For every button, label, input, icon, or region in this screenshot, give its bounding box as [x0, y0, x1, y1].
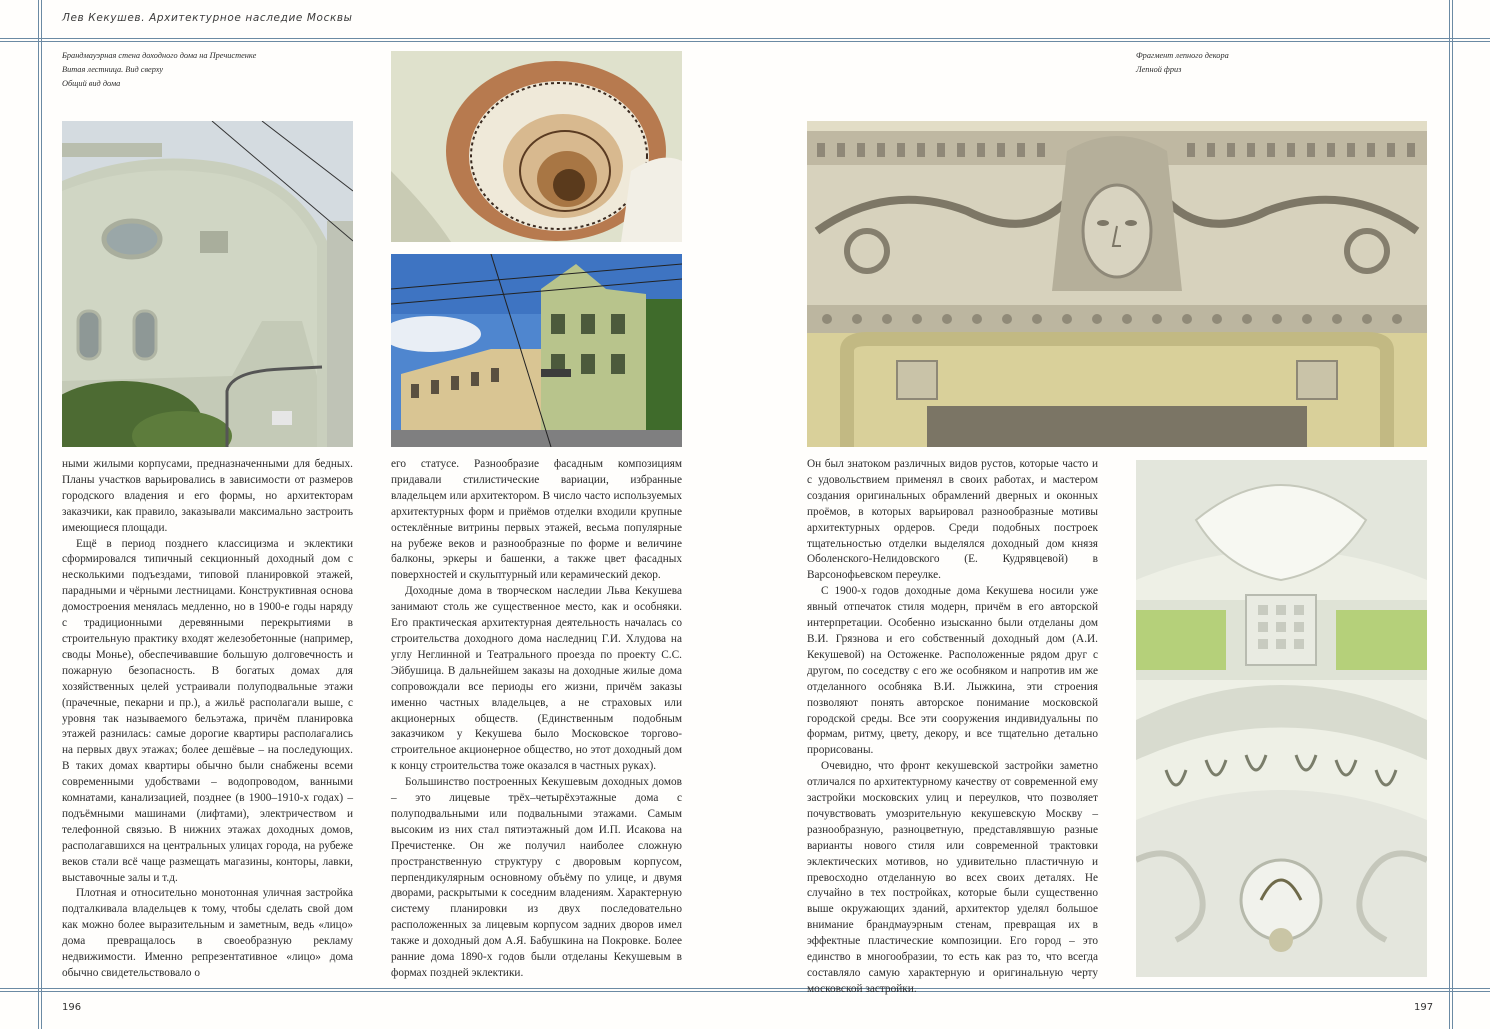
frame-top-line	[0, 38, 745, 39]
right-page	[745, 0, 1490, 1029]
frame-bottom-line-inner	[0, 991, 745, 992]
caption-house-view: Общий вид дома	[62, 79, 121, 88]
text-column-1	[62, 457, 353, 982]
frame-top-line	[745, 38, 1490, 39]
caption-spiral-stair: Витая лестница. Вид сверху	[62, 65, 164, 74]
photo-firewall-wall	[62, 121, 353, 447]
paragraph: Плотная и относительно монотонная уличная застройка подталкивала владельцев к тому, чтобы сделать свой дом как можно более выразительным и заметным, ведь «лицо» дома превращалось в своеобразную рекламу недвижимости. Именно репрезентативное «лицо» дома обычно свидетельствовало о	[62, 887, 353, 979]
paragraph: Доходные дома в творческом наследии Льва Кекушева занимают столь же существенное место, как и особняки. Его практическая архитектурная деятельность началась со строительства доходного дома наследниц Г.И. Хлудова на углу Неглинной и Театрального проезда по проекту С.С. Эйбушица. В дальнейшем заказы на доходные жилые дома сопровождали все периоды его жизни, причём заказы именно частных владельцев, а не страховых или акционерных обществ. (Единственным подобным заказчиком у Кекушева было Московское торгово-строительное акционерное общество, но этот доходный дом к концу строительства тоже оказался в частных руках).	[391, 585, 682, 773]
frame-bottom-line	[0, 988, 745, 989]
paragraph: Он был знатоком различных видов рустов, которые часто и с удовольствием применял в своих работах, и мастером создания оригинальных обрамлений дверных и оконных проёмов, в которых варьировал разнообразные мотивы архитектурных ордеров. Среди подобных построек тщательностью отделки выделялся доходный дом князя Оболенского-Нелидовского (Е. Кудрявцевой) в Варсонофьевском переулке.	[807, 458, 1098, 582]
paragraph: его статусе. Разнообразие фасадным композициям придавали стилистические вариации, избранные владельцем или архитектором. В число часто используемых архитектурных форм и приёмов отделки входили крупные остеклённые витрины первых этажей, весьма популярные на рубеже веков и разнообразные по форме и величине балконы, эркеры и башенки, а также цвет фасадных поверхностей и скульптурный или керамический декор.	[391, 458, 682, 582]
frame-right-line-inner	[1452, 0, 1453, 1029]
text-column-3	[807, 457, 1098, 998]
text-column-2	[391, 457, 682, 982]
frame-left-line-inner	[41, 0, 42, 1029]
photo-spiral-staircase	[391, 51, 682, 242]
frame-right-line	[1449, 0, 1450, 1029]
paragraph: Очевидно, что фронт кекушевской застройки заметно отличался по архитектурному качеству от современной ему застройки московских улиц и переулков, что позволяет почувствовать умозрительную кекушевскую Москву – разнообразную, разноцветную, представлявшую разные варианты нового стиля или современной трактовки эклектических мотивов, но удивительно пластичную и превосходно отделанную во всех своих деталях. Не случайно в тех постройках, которые были существенно выше окружающих зданий, архитектор уделял большое внимание брандмауэрным стенам, превращая их в эффектные пластические композиции. Его город – это единство в многообразии, то есть как раз то, что всегда составляло самую характерную и оригинальную черту московской застройки.	[807, 760, 1098, 995]
page-number-right: 197	[1414, 1002, 1434, 1013]
paragraph: Большинство построенных Кекушевым доходных домов – это лицевые трёх–четырёхэтажные дома с полуподвальными или подвальными этажами. Самым высоким из них стал пятиэтажный дом И.П. Исакова на Пречистенке. Он же получил наиболее сложную пространственную структуру с дворовым корпусом, перпендикулярным основному объёму по улице, и двумя дворами, раскрытыми к соседним владениям. Характерную систему планировки из двух последовательно расположенных за лицевым корпусом задних дворов имел также и доходный дом А.Я. Бабушкина на Покровке. Более ранние дома 1890-х годов были отделаны Кекушевым в формах поздней эклектики.	[391, 776, 682, 979]
caption-stucco-frieze: Лепной фриз	[1136, 65, 1182, 74]
caption-firewall: Брандмауэрная стена доходного дома на Пречистенке	[62, 51, 257, 60]
paragraph: Ещё в период позднего классицизма и эклектики сформировался типичный секционный доходный дом с несколькими подъездами, типовой планировкой этажей, парадными и чёрными лестницами. Конструктивная основа домостроения менялась медленно, но в 1900-е годы наряду с традиционными деревянными перекрытиями в строительную практику входят железобетонные (например, своды Монье), обеспечивавшие большую долговечность и пожарную безопасность. В богатых домах для хозяйственных целей устраивали полуподвальные этажи (прачечные, пекарни и пр.), а жильё располагали выше, с уровня так называемого бельэтажа, причём планировка этажей разнилась: самые дорогие квартиры располагались на первых двух этажах; более дешёвые – на последующих. В таких домах квартиры обычно были снабжены всеми современными удобствами – водопроводом, ванными комнатами, канализацией, позднее (в 1900–1910-х годах) – подъёмными машинами (лифтами), электричеством и телефонной связью. В нижних этажах доходных домов, располагавшихся на центральных улицах города, на рубеже веков стали всё чаще размещать магазины, конторы, лавки, выставочные залы и т.д.	[62, 537, 353, 884]
caption-stucco-fragment: Фрагмент лепного декора	[1136, 51, 1229, 60]
paragraph: ными жилыми корпусами, предназначенными для бедных. Планы участков варьировались в зависимости от размеров городского владения и его формы, но архитекторам заказчики, как правило, заказывали максимально застроить имеющиеся площади.	[62, 458, 353, 534]
paragraph: С 1900-х годов доходные дома Кекушева носили уже явный отпечаток стиля модерн, причём в его авторской интерпретации. Особенно изысканно были отделаны дом В.И. Грязнова и его собственный доходный дом (А.И. Кекушевой) на Остоженке. Расположенные рядом друг с другом, по соседству с его же особняком и напротив им же отделанного особняка В.И. Лыжкина, эти строения позволяют понять авторское понимание московской городской среды. Все эти сооружения индивидуальны по формам, ритму, цвету, декору, и все тщательно детально прорисованы.	[807, 585, 1098, 757]
frame-top-line-inner	[745, 41, 1490, 42]
photo-house-general-view	[391, 254, 682, 447]
photo-stucco-detail	[1136, 460, 1427, 977]
frame-top-line-inner	[0, 41, 745, 42]
captions-right	[1136, 49, 1229, 77]
captions-left	[62, 49, 256, 91]
running-head: Лев Кекушев. Архитектурное наследие Москвы	[62, 12, 353, 24]
page-number-left: 196	[62, 1002, 82, 1013]
photo-stucco-frieze	[807, 121, 1427, 447]
frame-left-line	[38, 0, 39, 1029]
